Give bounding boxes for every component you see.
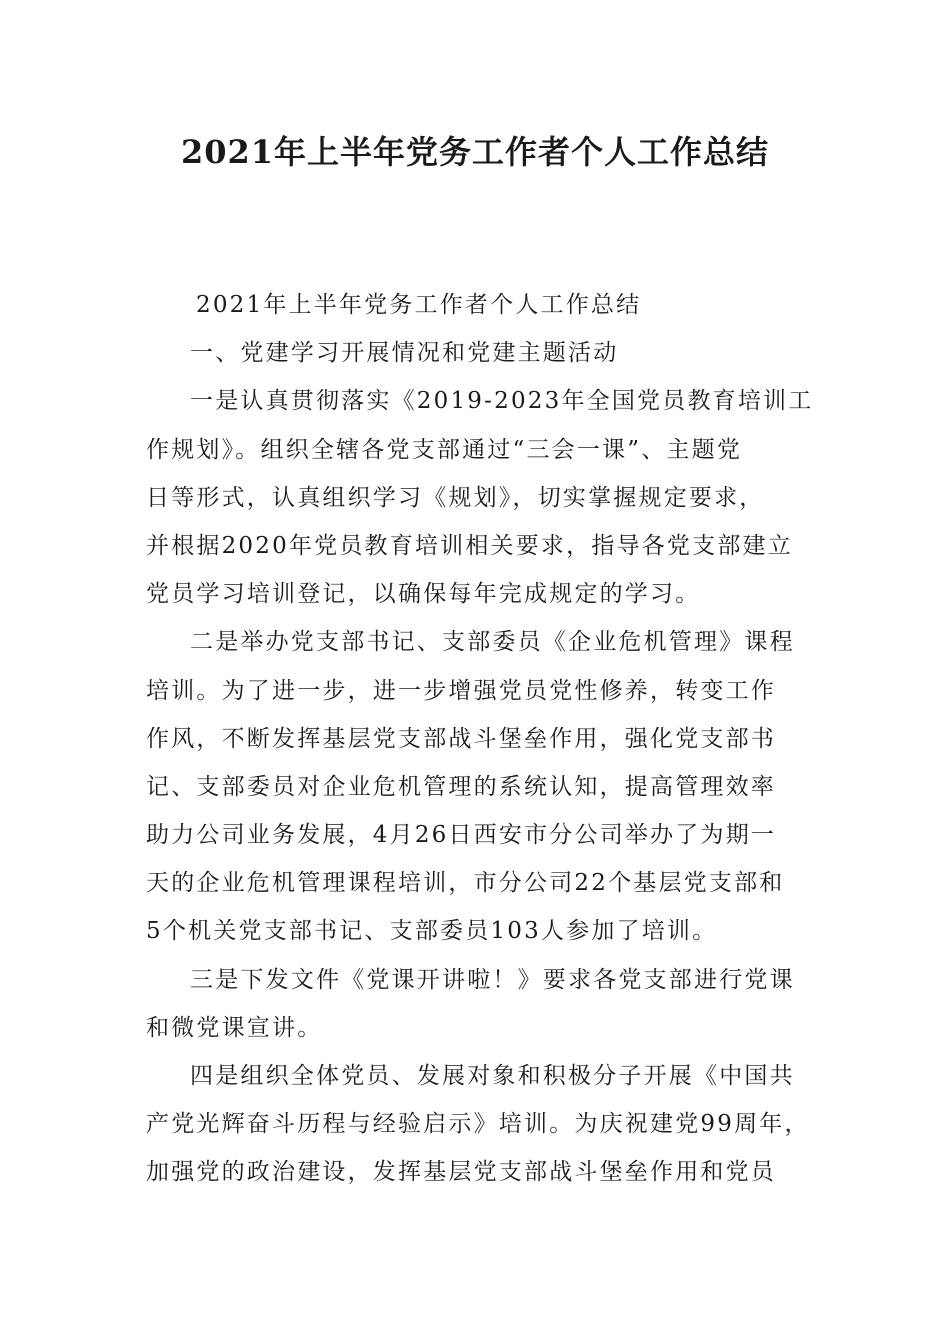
- paragraph-line: 日等形式，认真组织学习《规划》，切实掌握规定要求，: [146, 484, 765, 511]
- paragraph-line: 加强党的政治建设，发挥基层党支部战斗堡垒作用和党员: [146, 1159, 776, 1186]
- paragraph-line: 党员学习培训登记，以确保每年完成规定的学习。: [146, 581, 701, 608]
- paragraph-line: 作规划》。组织全辖各党支部通过“三会一课”、主题党: [146, 436, 743, 463]
- document-title: 2021年上半年党务工作者个人工作总结: [180, 133, 770, 171]
- paragraph-line: 助力公司业务发展，4月26日西安市分公司举办了为期一: [146, 822, 777, 849]
- paragraph-line: 一是认真贯彻落实《2019-2023年全国党员教育培训工: [190, 388, 814, 415]
- paragraph-line: 三是下发文件《党课开讲啦！》要求各党支部进行党课: [190, 966, 795, 993]
- paragraph-line: 并根据2020年党员教育培训相关要求，指导各党支部建立: [146, 532, 793, 559]
- document-body: [146, 281, 812, 1197]
- subtitle-line: 2021年上半年党务工作者个人工作总结: [196, 292, 642, 318]
- paragraph-line: 培训。为了进一步，进一步增强党员党性修养，转变工作: [146, 677, 776, 704]
- paragraph-line: 产党光辉奋斗历程与经验启示》培训。为庆祝建党99周年，: [146, 1111, 810, 1138]
- paragraph-line: 5个机关党支部书记、支部委员103人参加了培训。: [146, 918, 718, 945]
- paragraph-line: 作风，不断发挥基层党支部战斗堡垒作用，强化党支部书: [146, 725, 776, 752]
- paragraph-line: 二是举办党支部书记、支部委员《企业危机管理》课程: [190, 629, 795, 656]
- paragraph-line: 记、支部委员对企业危机管理的系统认知，提高管理效率: [146, 773, 776, 800]
- paragraph-line: 和微党课宣讲。: [146, 1014, 323, 1041]
- paragraph-line: 四是组织全体党员、发展对象和积极分子开展《中国共: [190, 1063, 795, 1089]
- section-heading: 一、党建学习开展情况和党建主题活动: [190, 340, 619, 367]
- paragraph-line: 天的企业危机管理课程培训，市分公司22个基层党支部和: [146, 870, 785, 897]
